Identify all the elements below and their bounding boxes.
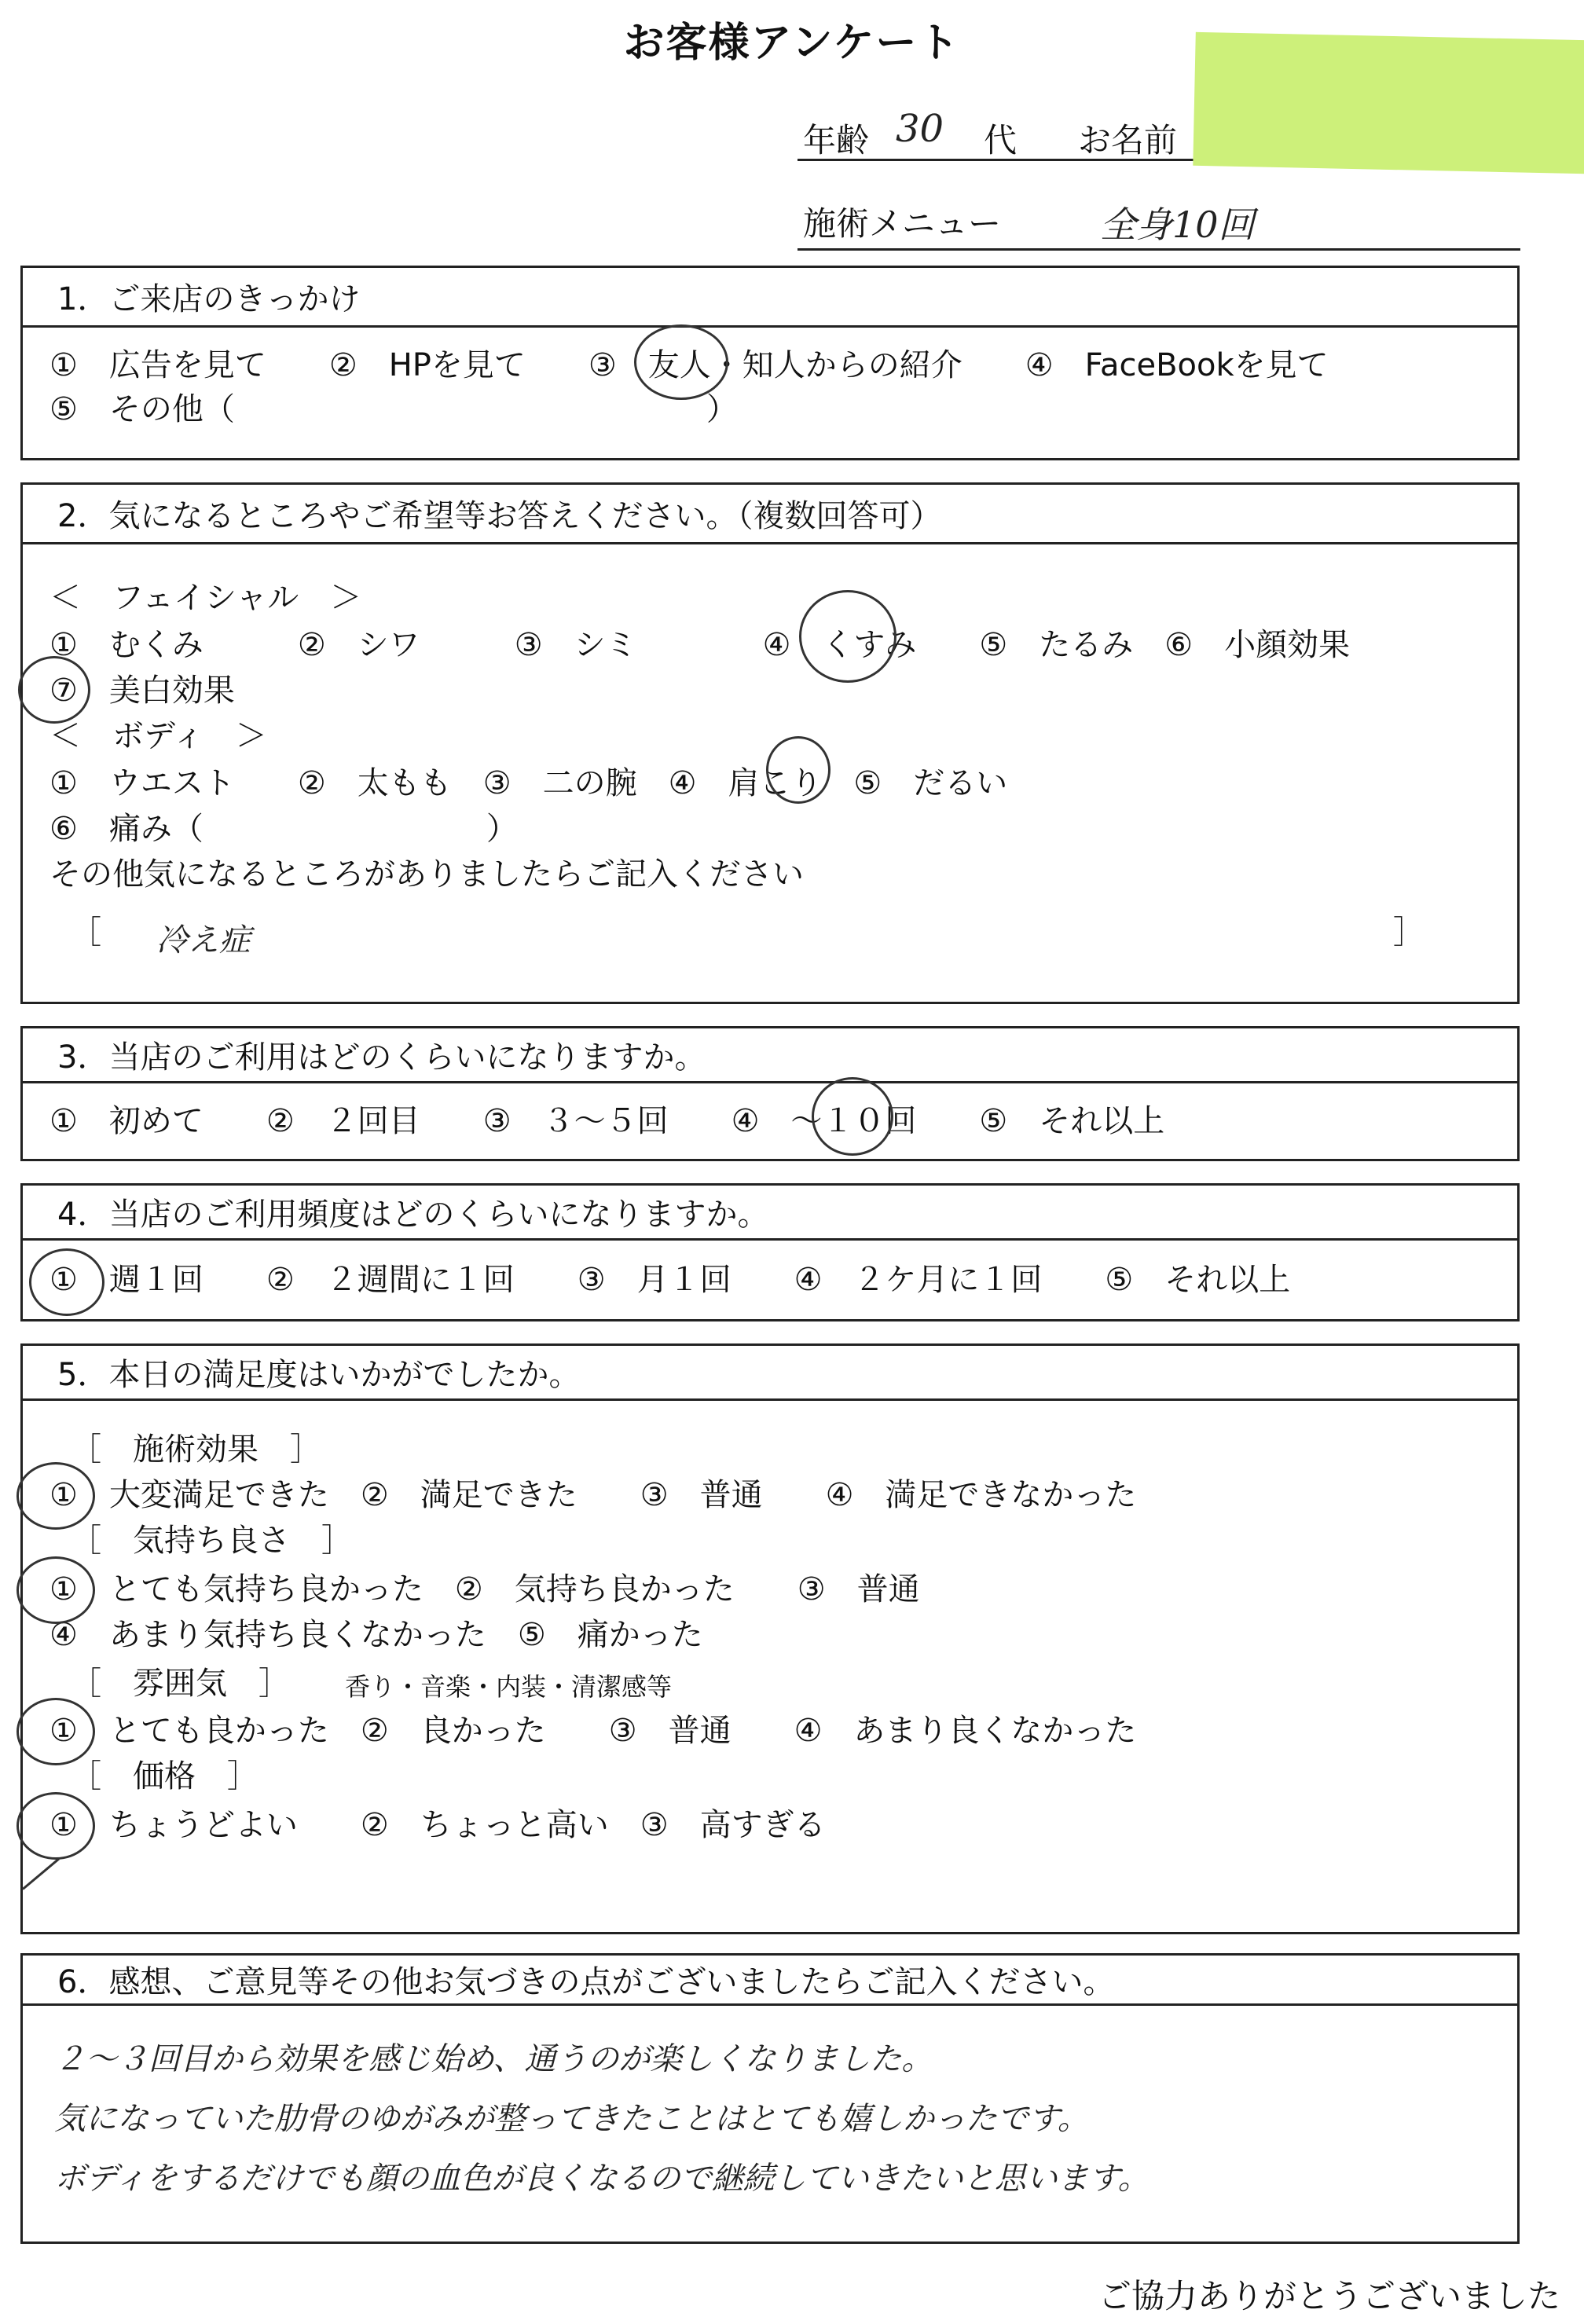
section-4: [20, 1183, 1520, 1321]
menu-label: 施術メニュー: [803, 204, 1002, 243]
body-options-line2: ⑥ 痛み（ ）: [50, 811, 518, 847]
selection-circle: [29, 1248, 104, 1316]
section-6-heading: 6．感想、ご意見等その他お気づきの点がございましたらご記入ください。: [23, 1956, 1517, 2006]
section-1-options-line2: ⑤ その他（ ）: [50, 391, 738, 427]
effect-options: ① 大変満足できた ② 満足できた ③ 普通 ④ 満足できなかった: [50, 1477, 1137, 1513]
section-3: [20, 1026, 1520, 1161]
selection-circle: [16, 1556, 95, 1624]
section-2: [20, 482, 1520, 1004]
comfort-header: ［ 気持ち良さ ］: [70, 1523, 353, 1559]
body-header: ＜ ボディ ＞: [50, 718, 267, 754]
age-value: 30: [896, 107, 944, 151]
section-3-heading: 3．当店のご利用はどのくらいになりますか。: [23, 1028, 1517, 1083]
atmosphere-options: ① とても良かった ② 良かった ③ 普通 ④ あまり良くなかった: [50, 1713, 1137, 1749]
facial-options-line1: ① むくみ ② シワ ③ シミ ④ くすみ ⑤ たるみ ⑥ 小顔効果: [50, 627, 1351, 663]
comment-line1: ２～３回目から効果を感じ始め、通うのが楽しくなりました。: [54, 2041, 933, 2077]
comfort-options-line1: ① とても気持ち良かった ② 気持ち良かった ③ 普通: [50, 1571, 920, 1607]
section-4-heading: 4．当店のご利用頻度はどのくらいになりますか。: [23, 1186, 1517, 1241]
price-options: ① ちょうどよい ② ちょっと高い ③ 高すぎる: [50, 1807, 826, 1843]
section-1-options-line1: ① 広告を見て ② HPを見て ③ 友人・知人からの紹介 ④ FaceBookを見て: [50, 347, 1329, 383]
section-3-options: ① 初めて ② ２回目 ③ ３～５回 ④ ～１０回 ⑤ それ以上: [50, 1103, 1165, 1139]
selection-circle: [18, 656, 90, 724]
selection-circle: [16, 1462, 95, 1530]
section-2-heading: 2．気になるところやご希望等お答えください。（複数回答可）: [23, 485, 1517, 544]
other-bracket-open: ［: [70, 915, 101, 951]
section-1-heading: 1．ご来店のきっかけ: [23, 268, 1517, 328]
menu-value: 全身10回: [1100, 203, 1255, 246]
effect-header: ［ 施術効果 ］: [70, 1431, 321, 1468]
section-6: [20, 1953, 1520, 2244]
check-stroke: [22, 1858, 60, 1890]
section-5: [20, 1343, 1520, 1934]
footer-thanks: ご協力ありがとうございました: [1098, 2277, 1560, 2315]
selection-circle: [812, 1077, 893, 1156]
selection-circle: [799, 590, 896, 683]
atmosphere-note: 香り・音楽・内装・清潔感等: [345, 1672, 673, 1702]
other-prompt: その他気になるところがありましたらご記入ください: [50, 856, 804, 893]
menu-underline: [798, 248, 1520, 251]
price-header: ［ 価格 ］: [70, 1758, 258, 1794]
selection-circle: [16, 1792, 95, 1860]
section-4-options: ① 週１回 ② ２週間に１回 ③ 月１回 ④ ２ケ月に１回 ⑤ それ以上: [50, 1262, 1291, 1298]
selection-circle: [766, 736, 830, 804]
comment-line3: ボディをするだけでも顔の血色が良くなるので継続していきたいと思います。: [54, 2161, 1150, 2197]
body-options-line1: ① ウエスト ② 太もも ③ 二の腕 ④ 肩こり ⑤ だるい: [50, 765, 1008, 801]
selection-circle: [634, 324, 728, 400]
atmosphere-header: ［ 雰囲気 ］: [70, 1666, 290, 1702]
other-bracket-close: ］: [1393, 915, 1424, 951]
section-1: [20, 266, 1520, 460]
comment-line2: 気になっていた肋骨のゆがみが整ってきたことはとても嬉しかったです。: [54, 2101, 1089, 2137]
age-label: 年齢: [803, 121, 870, 159]
name-label: お名前: [1078, 121, 1178, 159]
section-5-heading: 5．本日の満足度はいかがでしたか。: [23, 1346, 1517, 1401]
other-answer: 冷え症: [156, 922, 251, 959]
comfort-options-line2: ④ あまり気持ち良くなかった ⑤ 痛かった: [50, 1617, 703, 1653]
age-suffix: 代: [984, 121, 1018, 159]
selection-circle: [16, 1698, 95, 1765]
facial-header: ＜ フェイシャル ＞: [50, 580, 362, 616]
facial-options-line2: ⑦ 美白効果: [50, 673, 235, 709]
survey-title: お客様アンケート: [623, 20, 961, 67]
sticky-note: [1193, 32, 1584, 174]
